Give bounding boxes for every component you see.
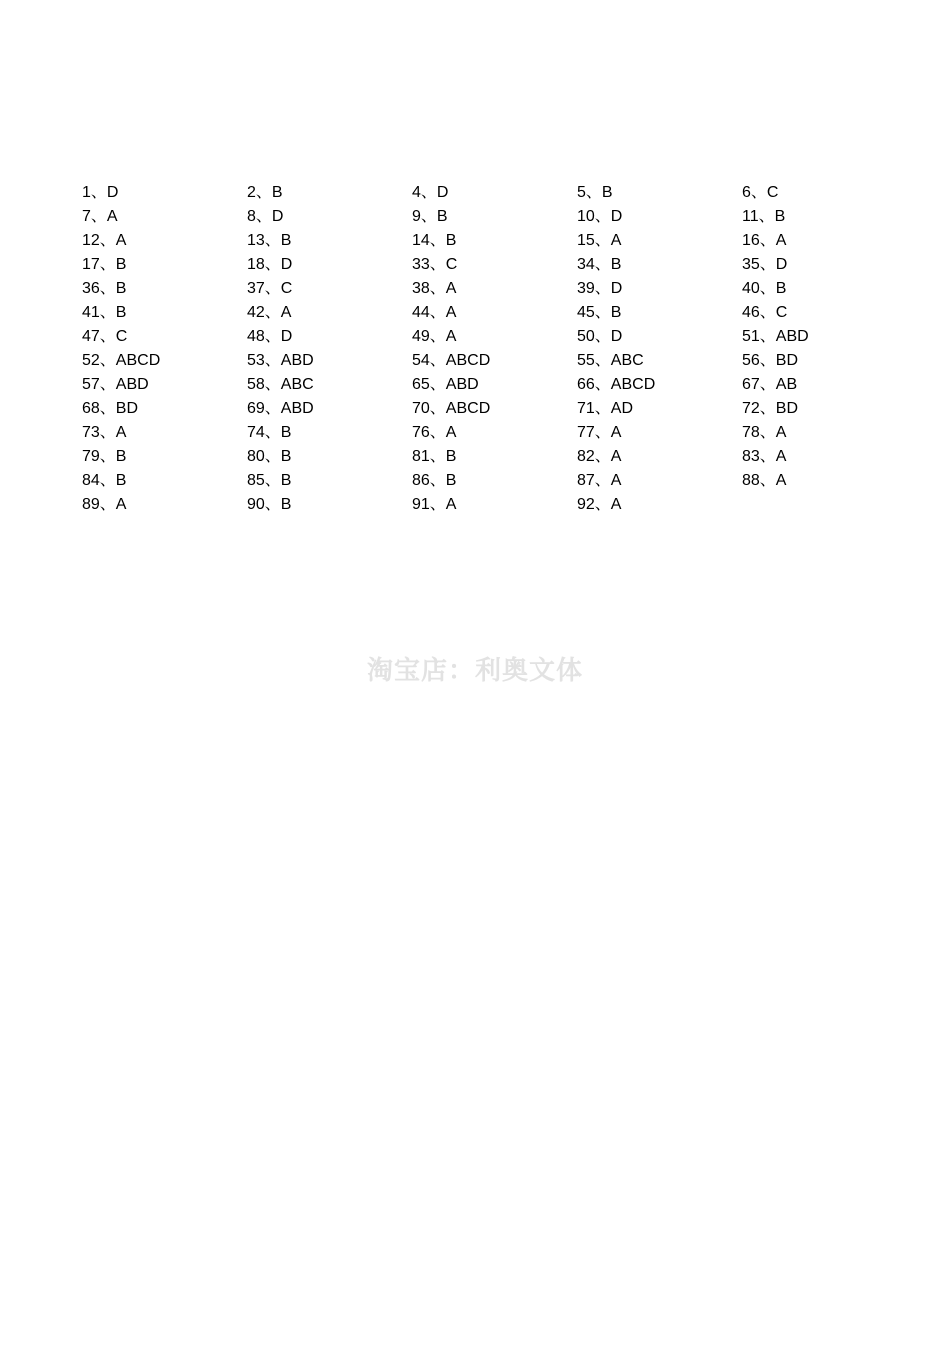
answer-item: 42、A bbox=[247, 304, 292, 321]
answer-item: 13、B bbox=[247, 232, 292, 249]
answer-item: 78、A bbox=[742, 424, 787, 441]
answer-item: 87、A bbox=[577, 472, 622, 489]
answer-item: 72、BD bbox=[742, 400, 799, 417]
answer-item: 14、B bbox=[412, 232, 457, 249]
answer-item: 79、B bbox=[82, 448, 127, 465]
answer-item: 15、A bbox=[577, 232, 622, 249]
answer-item: 82、A bbox=[577, 448, 622, 465]
answer-item: 35、D bbox=[742, 256, 788, 273]
answer-item: 57、ABD bbox=[82, 376, 149, 393]
answer-item: 49、A bbox=[412, 328, 457, 345]
answer-item: 69、ABD bbox=[247, 400, 314, 417]
answer-item: 40、B bbox=[742, 280, 787, 297]
answer-item: 74、B bbox=[247, 424, 292, 441]
answer-item: 81、B bbox=[412, 448, 457, 465]
answer-item: 9、B bbox=[412, 208, 448, 225]
answer-item: 90、B bbox=[247, 496, 292, 513]
answer-item: 48、D bbox=[247, 328, 293, 345]
answer-item: 68、BD bbox=[82, 400, 139, 417]
answer-item: 53、ABD bbox=[247, 352, 314, 369]
answer-item: 77、A bbox=[577, 424, 622, 441]
answer-item: 92、A bbox=[577, 496, 622, 513]
answer-item: 88、A bbox=[742, 472, 787, 489]
answer-item: 11、B bbox=[742, 208, 786, 225]
answer-item: 56、BD bbox=[742, 352, 799, 369]
answer-item: 39、D bbox=[577, 280, 623, 297]
answer-item: 65、ABD bbox=[412, 376, 479, 393]
answer-item: 52、ABCD bbox=[82, 352, 161, 369]
answer-item: 10、D bbox=[577, 208, 623, 225]
answer-item: 44、A bbox=[412, 304, 457, 321]
answer-item: 54、ABCD bbox=[412, 352, 491, 369]
answer-item: 1、D bbox=[82, 184, 119, 201]
answer-item: 58、ABC bbox=[247, 376, 314, 393]
answer-item: 50、D bbox=[577, 328, 623, 345]
answer-item: 71、AD bbox=[577, 400, 634, 417]
answer-item: 17、B bbox=[82, 256, 127, 273]
answer-item: 41、B bbox=[82, 304, 127, 321]
answer-item: 46、C bbox=[742, 304, 788, 321]
answer-item: 80、B bbox=[247, 448, 292, 465]
answer-item: 89、A bbox=[82, 496, 127, 513]
answer-item: 91、A bbox=[412, 496, 457, 513]
answer-item: 33、C bbox=[412, 256, 458, 273]
answer-item: 37、C bbox=[247, 280, 293, 297]
answer-item: 8、D bbox=[247, 208, 284, 225]
answer-item: 12、A bbox=[82, 232, 127, 249]
answer-item: 4、D bbox=[412, 184, 449, 201]
answer-item: 5、B bbox=[577, 184, 613, 201]
answer-item: 85、B bbox=[247, 472, 292, 489]
answer-item: 2、B bbox=[247, 184, 283, 201]
watermark: 淘宝店：利奥文体 bbox=[366, 656, 583, 686]
answer-item: 7、A bbox=[82, 208, 118, 225]
answer-item: 86、B bbox=[412, 472, 457, 489]
answer-item: 73、A bbox=[82, 424, 127, 441]
answer-item: 45、B bbox=[577, 304, 622, 321]
answer-item: 76、A bbox=[412, 424, 457, 441]
answer-item: 34、B bbox=[577, 256, 622, 273]
answer-grid bbox=[82, 181, 912, 517]
answer-item: 84、B bbox=[82, 472, 127, 489]
answer-item: 38、A bbox=[412, 280, 457, 297]
answer-item: 51、ABD bbox=[742, 328, 809, 345]
answer-item: 67、AB bbox=[742, 376, 798, 393]
answer-item: 66、ABCD bbox=[577, 376, 656, 393]
answer-item: 70、ABCD bbox=[412, 400, 491, 417]
answer-item: 18、D bbox=[247, 256, 293, 273]
answer-item: 83、A bbox=[742, 448, 787, 465]
answer-item: 47、C bbox=[82, 328, 128, 345]
answer-item: 16、A bbox=[742, 232, 787, 249]
answer-item: 55、ABC bbox=[577, 352, 644, 369]
answer-item: 6、C bbox=[742, 184, 779, 201]
answer-item: 36、B bbox=[82, 280, 127, 297]
